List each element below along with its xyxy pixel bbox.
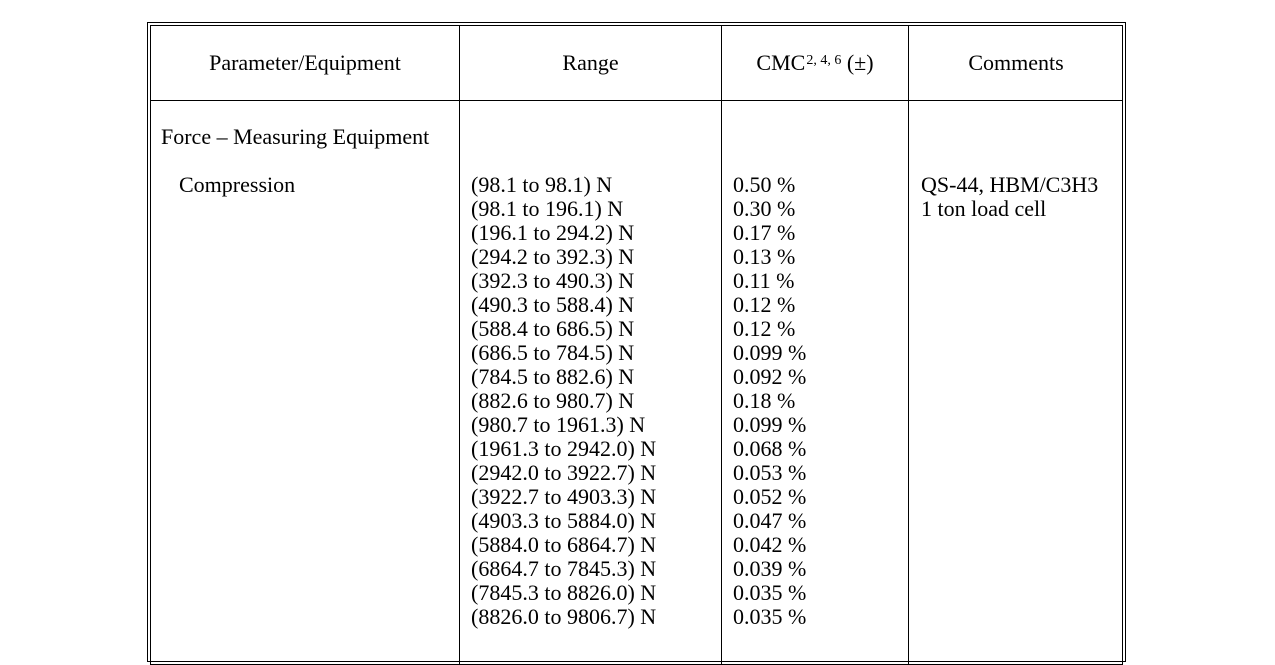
- cmc-cell: 0.18 %: [733, 388, 796, 413]
- range-cell: (7845.3 to 8826.0) N: [471, 580, 657, 605]
- header-cmc-label: CMC: [756, 50, 806, 75]
- comment-line: QS-44, HBM/C3H3: [921, 172, 1099, 197]
- range-cell: (980.7 to 1961.3) N: [471, 412, 646, 437]
- cmc-cell: 0.042 %: [733, 532, 807, 557]
- cmc-cell: 0.068 %: [733, 436, 807, 461]
- comment-line: 1 ton load cell: [921, 196, 1047, 221]
- cmc-cell: 0.092 %: [733, 364, 807, 389]
- section-title: Force – Measuring Equipment: [161, 124, 430, 149]
- range-cell: (882.6 to 980.7) N: [471, 388, 635, 413]
- cmc-cell: 0.11 %: [733, 268, 795, 293]
- range-cell: (6864.7 to 7845.3) N: [471, 556, 657, 581]
- range-cell: (490.3 to 588.4) N: [471, 292, 635, 317]
- header-range: [460, 26, 721, 100]
- range-cell: (4903.3 to 5884.0) N: [471, 508, 657, 533]
- header-parameter-label: Parameter/Equipment: [209, 50, 401, 75]
- cmc-cell: 0.12 %: [733, 316, 796, 341]
- column-divider: [908, 25, 909, 665]
- cmc-cell: 0.035 %: [733, 580, 807, 605]
- cmc-cell: 0.047 %: [733, 508, 807, 533]
- range-cell: (784.5 to 882.6) N: [471, 364, 635, 389]
- header-comments-label: Comments: [968, 50, 1064, 75]
- header-cmc-suffix: (±): [846, 50, 874, 75]
- column-divider: [721, 25, 722, 665]
- range-column: [471, 173, 656, 629]
- cmc-cell: 0.099 %: [733, 340, 807, 365]
- cmc-column: [733, 173, 806, 629]
- cmc-cell: 0.053 %: [733, 460, 807, 485]
- range-cell: (588.4 to 686.5) N: [471, 316, 635, 341]
- range-cell: (1961.3 to 2942.0) N: [471, 436, 657, 461]
- cmc-cell: 0.30 %: [733, 196, 796, 221]
- range-cell: (8826.0 to 9806.7) N: [471, 604, 657, 629]
- header-cmc-superscript: 2, 4, 6: [806, 53, 842, 68]
- cmc-cell: 0.052 %: [733, 484, 807, 509]
- cmc-cell: 0.50 %: [733, 172, 796, 197]
- header-comments: [909, 26, 1123, 100]
- subsection-title: Compression: [179, 172, 296, 197]
- column-divider: [459, 25, 460, 665]
- header-parameter: [151, 26, 459, 100]
- range-cell: (3922.7 to 4903.3) N: [471, 484, 657, 509]
- range-cell: (392.3 to 490.3) N: [471, 268, 635, 293]
- cmc-cell: 0.17 %: [733, 220, 796, 245]
- range-cell: (5884.0 to 6864.7) N: [471, 532, 657, 557]
- range-cell: (98.1 to 196.1) N: [471, 196, 624, 221]
- range-cell: (686.5 to 784.5) N: [471, 340, 635, 365]
- range-cell: (294.2 to 392.3) N: [471, 244, 635, 269]
- header-cmc: [722, 26, 908, 100]
- header-range-label: Range: [562, 50, 619, 75]
- range-cell: (196.1 to 294.2) N: [471, 220, 635, 245]
- comments-column: [921, 173, 1098, 221]
- range-cell: (98.1 to 98.1) N: [471, 172, 613, 197]
- range-cell: (2942.0 to 3922.7) N: [471, 460, 657, 485]
- cmc-cell: 0.13 %: [733, 244, 796, 269]
- header-divider: [150, 100, 1123, 101]
- cmc-cell: 0.035 %: [733, 604, 807, 629]
- cmc-cell: 0.12 %: [733, 292, 796, 317]
- cmc-cell: 0.099 %: [733, 412, 807, 437]
- cmc-cell: 0.039 %: [733, 556, 807, 581]
